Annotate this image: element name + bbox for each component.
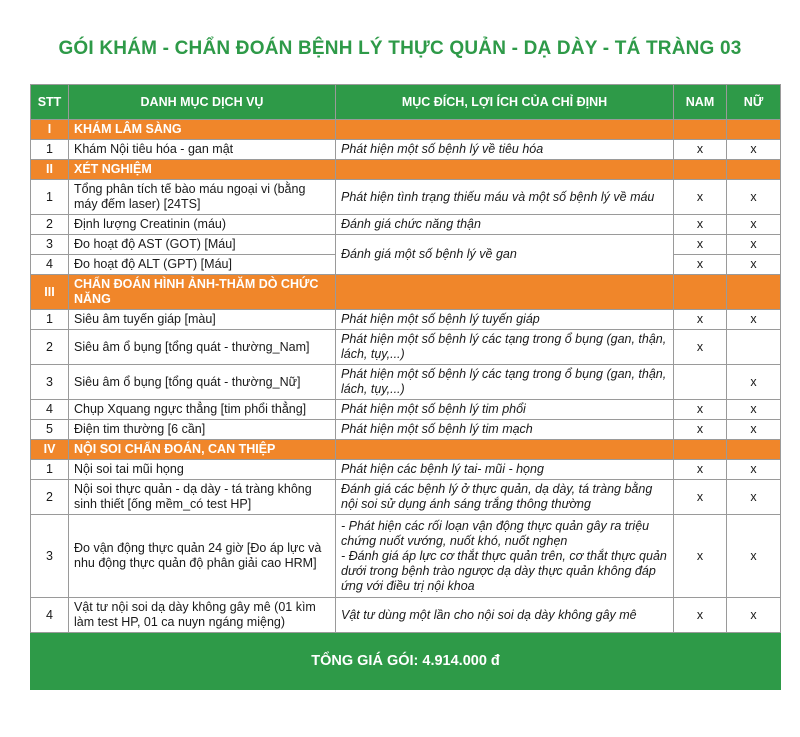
row-stt: 4 [31,255,69,275]
row-female-mark: x [727,140,781,160]
table-row [31,598,781,633]
row-stt: 4 [31,400,69,420]
section-number: III [31,275,69,310]
table-row [31,140,781,160]
section-number: I [31,120,69,140]
row-service: Nội soi tai mũi họng [69,460,336,480]
row-stt: 2 [31,215,69,235]
row-service: Định lượng Creatinin (máu) [69,215,336,235]
header-female: NỮ [727,85,781,120]
row-male-mark: x [674,235,727,255]
header-stt: STT [31,85,69,120]
row-service: Đo hoạt độ AST (GOT) [Máu] [69,235,336,255]
table-row [31,515,781,598]
row-female-mark: x [727,480,781,515]
row-stt: 3 [31,235,69,255]
row-purpose: Vật tư dùng một lần cho nội soi dạ dày không gây mê [336,598,674,633]
section-row [31,440,781,460]
row-purpose: - Phát hiện các rối loạn vận động thực quản gây ra triệu chứng nuốt vướng, nuốt khó, nuốt nghẹn - Đánh giá áp lực cơ thắt thực quản trên, cơ thắt thực quản dưới trong bệnh trào ngược dạ dày thực quản không đáp ứng với điều trị nội khoa [336,515,674,598]
section-name: XÉT NGHIỆM [69,160,336,180]
row-male-mark: x [674,480,727,515]
row-purpose: Phát hiện một số bệnh lý các tạng trong ổ bụng (gan, thận, lách, tụy,...) [336,365,674,400]
table-row [31,215,781,235]
row-service: Nội soi thực quản - dạ dày - tá tràng không sinh thiết [ống mềm_có test HP] [69,480,336,515]
table-row [31,400,781,420]
table-row [31,460,781,480]
row-male-mark: x [674,598,727,633]
row-female-mark: x [727,215,781,235]
row-service: Chụp Xquang ngực thẳng [tim phổi thẳng] [69,400,336,420]
row-service: Đo vận động thực quản 24 giờ [Đo áp lực và nhu động thực quản độ phân giải cao HRM] [69,515,336,598]
row-service: Siêu âm tuyến giáp [màu] [69,310,336,330]
row-female-mark: x [727,460,781,480]
row-female-mark [727,330,781,365]
row-male-mark [674,365,727,400]
row-male-mark: x [674,180,727,215]
row-stt: 2 [31,330,69,365]
section-name: NỘI SOI CHẨN ĐOÁN, CAN THIỆP [69,440,336,460]
row-male-mark: x [674,310,727,330]
section-number: IV [31,440,69,460]
total-row [31,633,781,690]
row-female-mark: x [727,515,781,598]
table-row [31,420,781,440]
row-male-mark: x [674,515,727,598]
row-stt: 5 [31,420,69,440]
header-service: DANH MỤC DỊCH VỤ [69,85,336,120]
row-female-mark: x [727,235,781,255]
section-name: KHÁM LÂM SÀNG [69,120,336,140]
row-service: Vật tư nội soi dạ dày không gây mê (01 kìm làm test HP, 01 ca nuyn ngáng miệng) [69,598,336,633]
row-female-mark: x [727,310,781,330]
row-female-mark: x [727,255,781,275]
row-male-mark: x [674,215,727,235]
row-purpose: Phát hiện một số bệnh lý tuyến giáp [336,310,674,330]
table-row [31,180,781,215]
row-male-mark: x [674,460,727,480]
row-male-mark: x [674,330,727,365]
row-service: Đo hoạt độ ALT (GPT) [Máu] [69,255,336,275]
table-row [31,310,781,330]
row-female-mark: x [727,420,781,440]
row-purpose: Đánh giá chức năng thận [336,215,674,235]
page-title: GÓI KHÁM - CHẨN ĐOÁN BỆNH LÝ THỰC QUẢN - DẠ DÀY - TÁ TRÀNG 03 [58,38,742,59]
row-service: Siêu âm ổ bụng [tổng quát - thường_Nam] [69,330,336,365]
row-purpose: Phát hiện một số bệnh lý tim mạch [336,420,674,440]
row-purpose: Phát hiện một số bệnh lý các tạng trong ổ bụng (gan, thận, lách, tụy,...) [336,330,674,365]
row-purpose: Phát hiện một số bệnh lý về tiêu hóa [336,140,674,160]
row-male-mark: x [674,400,727,420]
table-row [31,235,781,255]
row-female-mark: x [727,180,781,215]
row-female-mark: x [727,598,781,633]
row-male-mark: x [674,420,727,440]
row-purpose: Phát hiện một số bệnh lý tim phổi [336,400,674,420]
row-stt: 1 [31,140,69,160]
section-row [31,120,781,140]
table-header-row [31,85,781,120]
row-service: Siêu âm ổ bụng [tổng quát - thường_Nữ] [69,365,336,400]
section-row [31,160,781,180]
row-service: Điện tim thường [6 cần] [69,420,336,440]
row-service: Khám Nội tiêu hóa - gan mật [69,140,336,160]
row-female-mark: x [727,400,781,420]
section-number: II [31,160,69,180]
total-price: TỔNG GIÁ GÓI: 4.914.000 đ [31,633,781,690]
row-male-mark: x [674,140,727,160]
row-stt: 1 [31,180,69,215]
row-stt: 3 [31,515,69,598]
row-service: Tổng phân tích tế bào máu ngoại vi (bằng máy đếm laser) [24TS] [69,180,336,215]
row-stt: 3 [31,365,69,400]
row-purpose: Phát hiện tình trạng thiếu máu và một số bệnh lý về máu [336,180,674,215]
section-row [31,275,781,310]
header-purpose: MỤC ĐÍCH, LỢI ÍCH CỦA CHỈ ĐỊNH [336,85,674,120]
section-name: CHẨN ĐOÁN HÌNH ẢNH-THĂM DÒ CHỨC NĂNG [69,275,336,310]
row-purpose: Phát hiện các bệnh lý tai- mũi - họng [336,460,674,480]
row-stt: 2 [31,480,69,515]
table-row [31,330,781,365]
row-female-mark: x [727,365,781,400]
table-row [31,365,781,400]
row-stt: 1 [31,310,69,330]
row-purpose: Đánh giá các bệnh lý ở thực quản, dạ dày, tá tràng bằng nội soi sử dụng ánh sáng trắng thông thường [336,480,674,515]
row-purpose-merged: Đánh giá một số bệnh lý về gan [336,235,674,275]
row-stt: 4 [31,598,69,633]
header-male: NAM [674,85,727,120]
row-male-mark: x [674,255,727,275]
service-table [30,84,781,690]
row-stt: 1 [31,460,69,480]
table-row [31,480,781,515]
